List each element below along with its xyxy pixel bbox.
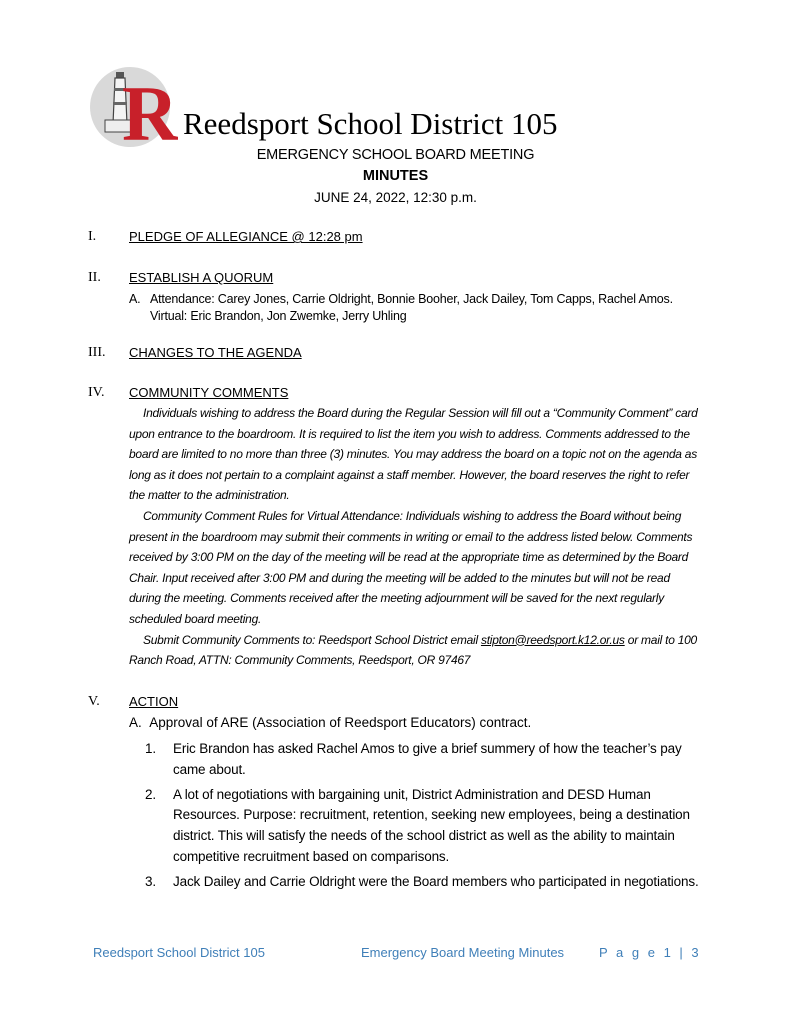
comments-paragraph: Individuals wishing to address the Board during the Regular Session will fill out a “Community Comment” card upon entrance to the boardroom. It is required to list the item you wish to address. Comments addressed to the board are limited to no more than three (3) minutes. You may address the board on a topic not on the agenda as long as it does not pertain to a complaint against a staff member. However, the board reserves the right to refer the matter to the administration. — [129, 406, 698, 503]
action-detail-list — [145, 739, 705, 897]
list-item-text: A lot of negotiations with bargaining unit, District Administration and DESD Human Resources. Purpose: recruitment, retention, seeking new employees, being a destination district. This will satisfy the needs of the school district as well as the ability to maintain competitive recruitment based on comparisons. — [173, 786, 690, 864]
action-item-marker: A. — [129, 715, 142, 730]
section-number: III. — [88, 345, 106, 360]
list-item — [145, 872, 705, 893]
comments-paragraph: Community Comment Rules for Virtual Attendance: Individuals wishing to address the Board without being present in the boardroom may submit their comments in writing or email to the address listed below. Comments received by 3:00 PM on the day of the meeting will be read at the appropriate time as determined by the Board Chair. Input received after 3:00 PM and during the meeting will be added to the minutes but will not be read during the meeting. Comments received after the meeting adjournment will be saved for the next regularly scheduled board meeting. — [129, 508, 693, 626]
section-heading: ACTION — [129, 694, 179, 709]
list-item-marker: 3. — [145, 873, 156, 889]
section-heading: PLEDGE OF ALLEGIANCE @ 12:28 pm — [129, 229, 363, 244]
footer-district: Reedsport School District 105 — [93, 945, 265, 960]
meeting-date: JUNE 24, 2022, 12:30 p.m. — [314, 190, 477, 205]
section-number: V. — [88, 694, 100, 709]
list-item-text: Jack Dailey and Carrie Oldright were the Board members who participated in negotiations. — [173, 873, 699, 889]
community-comments-body — [129, 403, 699, 671]
footer-page-number: P a g e 1 | 3 — [599, 945, 702, 960]
district-logo-icon — [88, 62, 178, 152]
meeting-type: EMERGENCY SCHOOL BOARD MEETING — [256, 147, 535, 163]
minutes-title: MINUTES — [362, 168, 429, 184]
list-item-text: Eric Brandon has asked Rachel Amos to give a brief summery of how the teacher’s pay came about. — [173, 741, 682, 777]
section-number: II. — [88, 270, 101, 285]
comments-paragraph — [129, 630, 699, 671]
footer-title: Emergency Board Meeting Minutes — [361, 945, 565, 960]
section-number: IV. — [88, 385, 105, 400]
logo-letter: R — [122, 70, 178, 152]
section-heading: COMMUNITY COMMENTS — [129, 385, 289, 400]
comments-submit-prefix: Submit Community Comments to: Reedsport School District email — [143, 632, 481, 647]
action-item-a — [129, 715, 531, 730]
section-heading: ESTABLISH A QUORUM — [129, 270, 274, 285]
list-item — [145, 785, 705, 868]
list-item — [145, 739, 705, 781]
virtual-attendance-line: Virtual: Eric Brandon, Jon Zwemke, Jerry Uhling — [150, 309, 407, 323]
email-link[interactable]: stipton@reedsport.k12.or.us — [480, 632, 625, 647]
attendance-line: Attendance: Carey Jones, Carrie Oldright, Bonnie Booher, Jack Dailey, Tom Capps, Rachel Amos. — [150, 292, 673, 306]
attendance-marker: A. — [129, 292, 141, 306]
section-number: I. — [88, 229, 97, 244]
district-name: Reedsport School District 105 — [183, 106, 558, 141]
list-item-marker: 2. — [145, 786, 156, 802]
list-item-marker: 1. — [145, 741, 156, 756]
action-item-text: Approval of ARE (Association of Reedsport Educators) contract. — [149, 715, 532, 730]
section-heading: CHANGES TO THE AGENDA — [129, 345, 302, 360]
comments-submit-suffix: or mail to 100 Ranch Road, ATTN: Community Comments, Reedsport, OR 97467 — [129, 632, 697, 668]
